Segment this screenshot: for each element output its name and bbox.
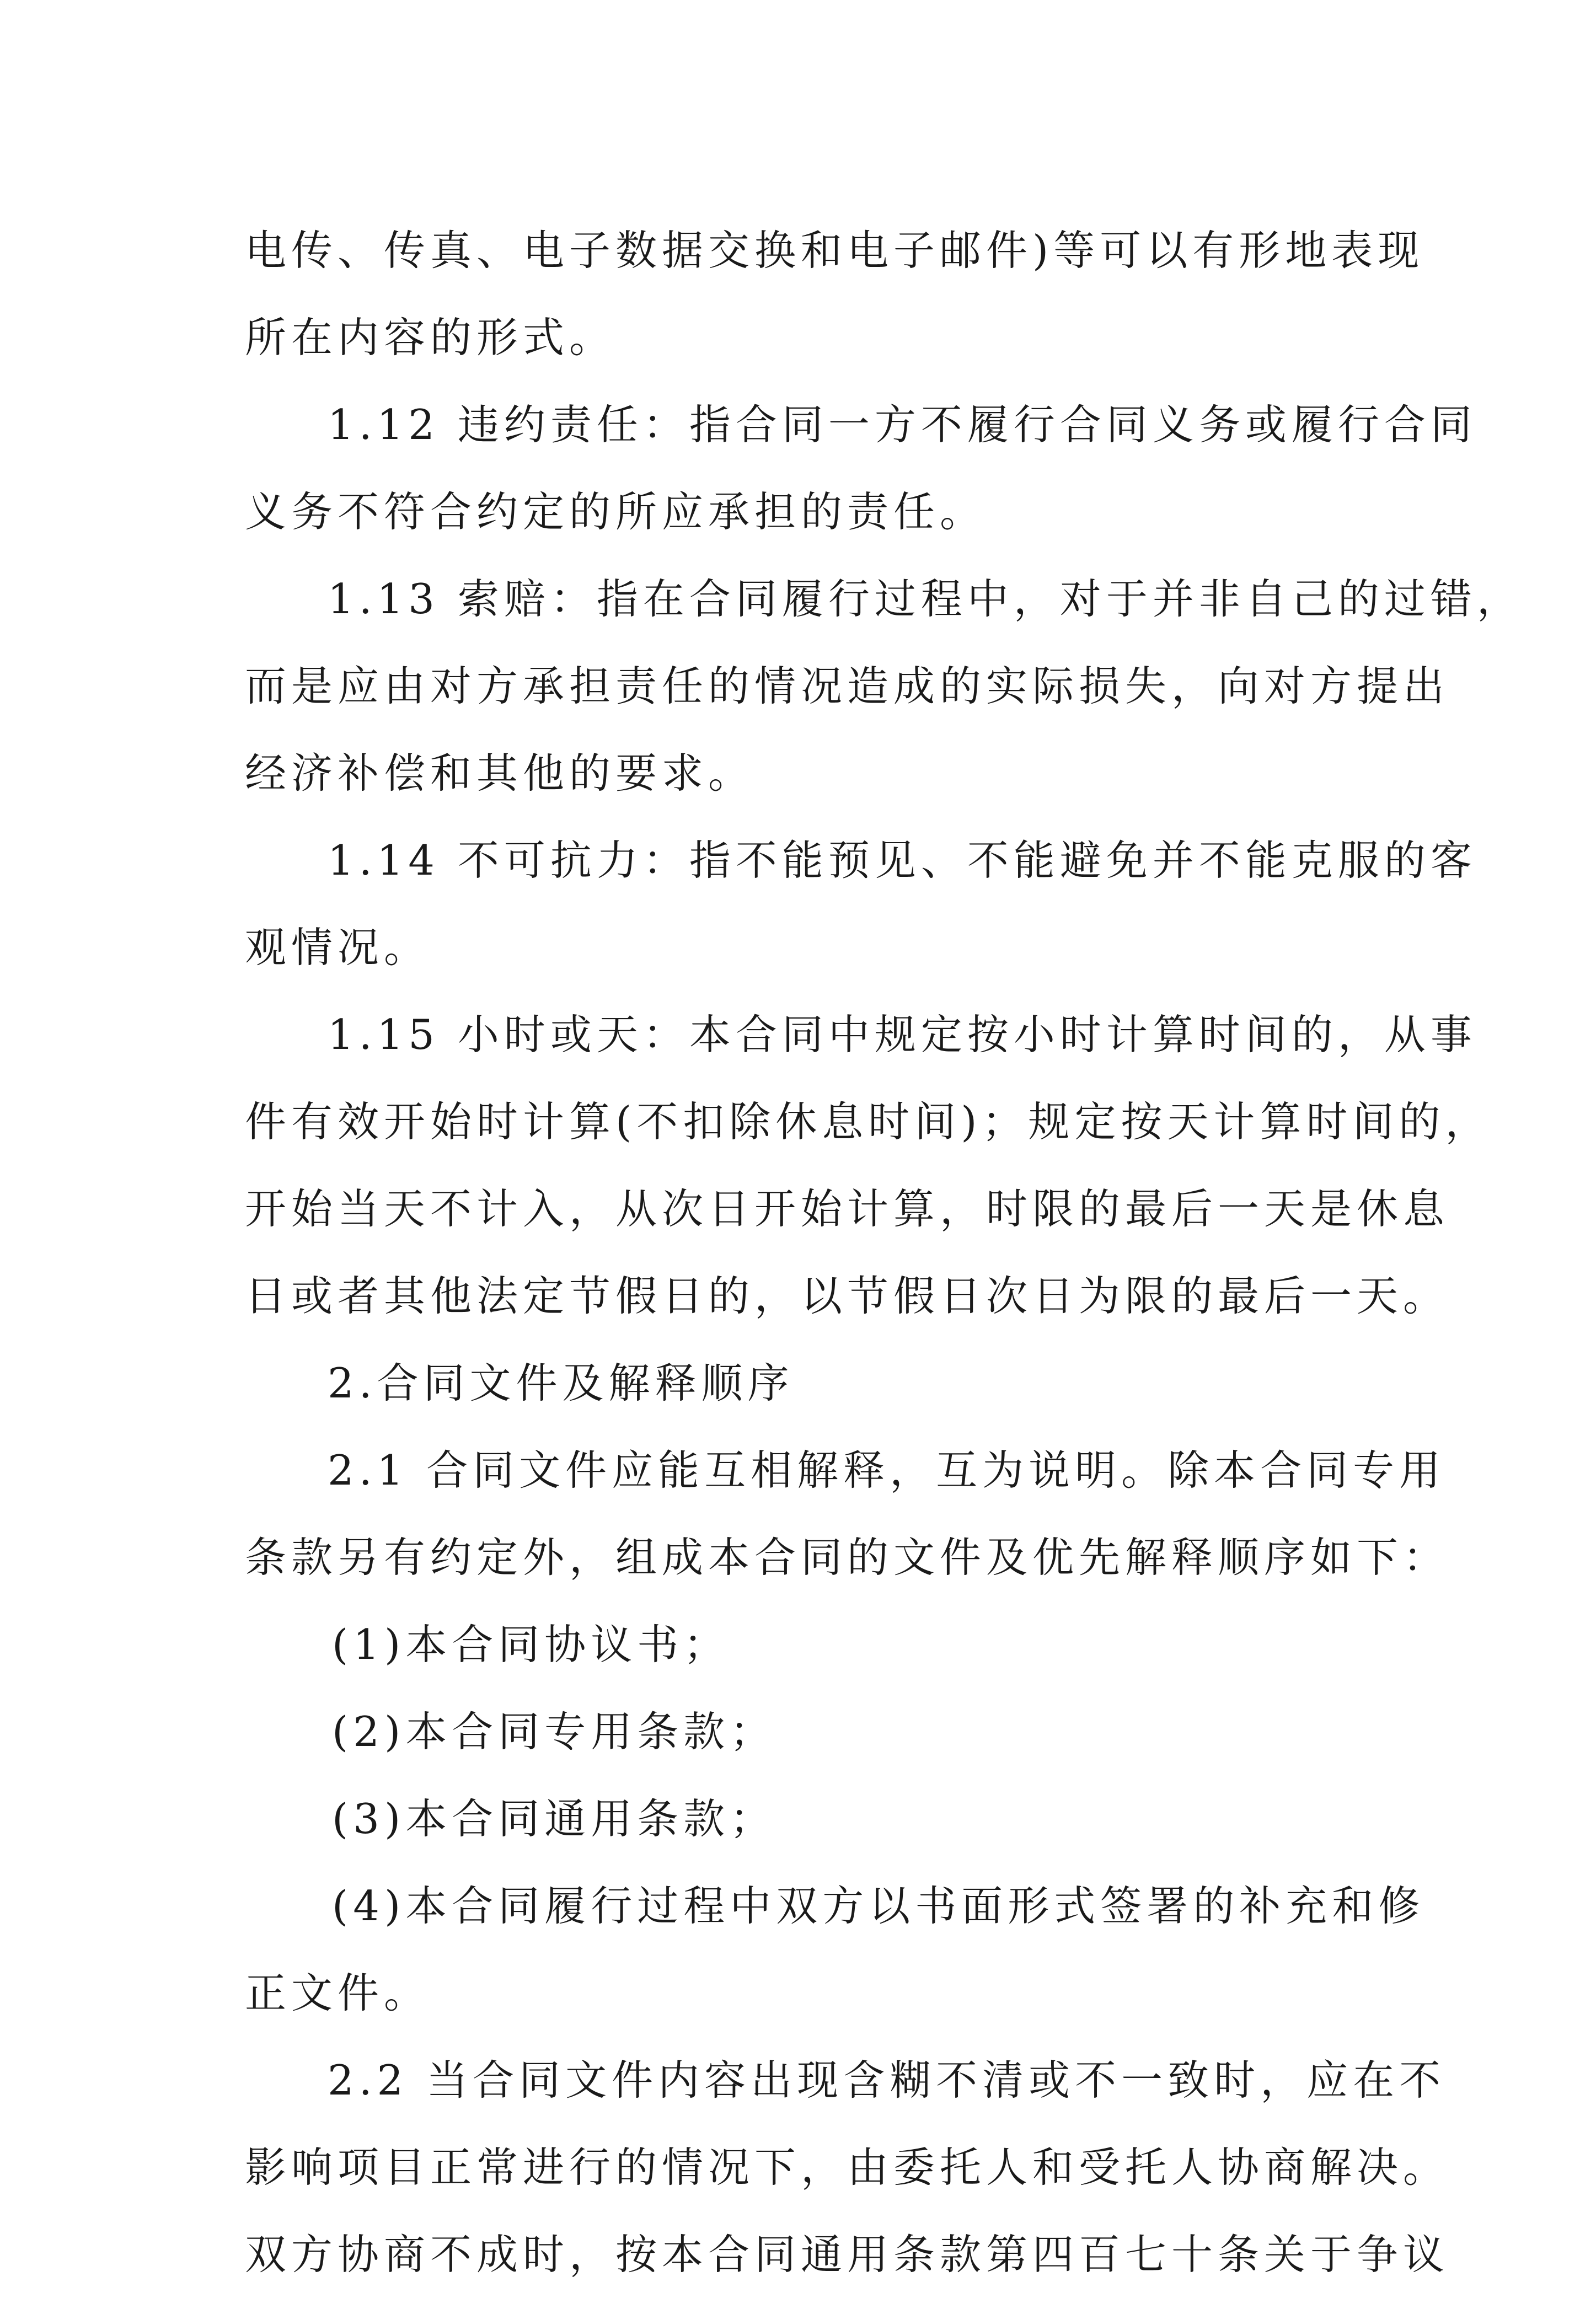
text-line: 观情况。 <box>245 923 431 972</box>
text-line: 经济补偿和其他的要求。 <box>245 749 755 797</box>
clause-2-1: 2.1 合同文件应能互相解释，互为说明。除本合同专用 <box>328 1446 1446 1494</box>
list-item: (1)本合同协议书； <box>332 1620 730 1669</box>
clause-1-14: 1.14 不可抗力：指不能预见、不能避免并不能克服的客 <box>328 836 1477 885</box>
clause-1-13: 1.13 索赔：指在合同履行过程中，对于并非自己的过错， <box>328 575 1523 623</box>
text-line: 而是应由对方承担责任的情况造成的实际损失，向对方提出 <box>245 662 1450 710</box>
clause-1-12: 1.12 违约责任：指合同一方不履行合同义务或履行合同 <box>328 400 1477 449</box>
list-item: (3)本合同通用条款； <box>332 1795 776 1843</box>
text-line: 开始当天不计入，从次日开始计算，时限的最后一天是休息 <box>245 1185 1450 1233</box>
clause-2-2: 2.2 当合同文件内容出现含糊不清或不一致时，应在不 <box>328 2056 1446 2104</box>
text-line: 影响项目正常进行的情况下，由委托人和受托人协商解决。 <box>245 2143 1450 2192</box>
text-line: 双方协商不成时，按本合同通用条款第四百七十条关于争议 <box>245 2230 1450 2279</box>
list-item: (2)本合同专用条款； <box>332 1707 776 1756</box>
section-2-heading: 2.合同文件及解释顺序 <box>328 1359 794 1407</box>
text-line: 电传、传真、电子数据交换和电子邮件)等可以有形地表现 <box>245 226 1424 275</box>
text-line: 日或者其他法定节假日的，以节假日次日为限的最后一天。 <box>245 1272 1450 1320</box>
list-item: (4)本合同履行过程中双方以书面形式签署的补充和修 <box>332 1882 1425 1930</box>
text-line: 正文件。 <box>245 1969 431 2017</box>
document-body <box>245 207 1523 2298</box>
text-line: 条款另有约定外，组成本合同的文件及优先解释顺序如下： <box>245 1533 1450 1582</box>
clause-1-15: 1.15 小时或天：本合同中规定按小时计算时间的，从事 <box>328 1010 1477 1059</box>
text-line: 所在内容的形式。 <box>245 313 616 362</box>
text-line: 义务不符合约定的所应承担的责任。 <box>245 488 987 536</box>
text-line: 件有效开始时计算(不扣除休息时间)；规定按天计算时间的， <box>245 1097 1492 1146</box>
